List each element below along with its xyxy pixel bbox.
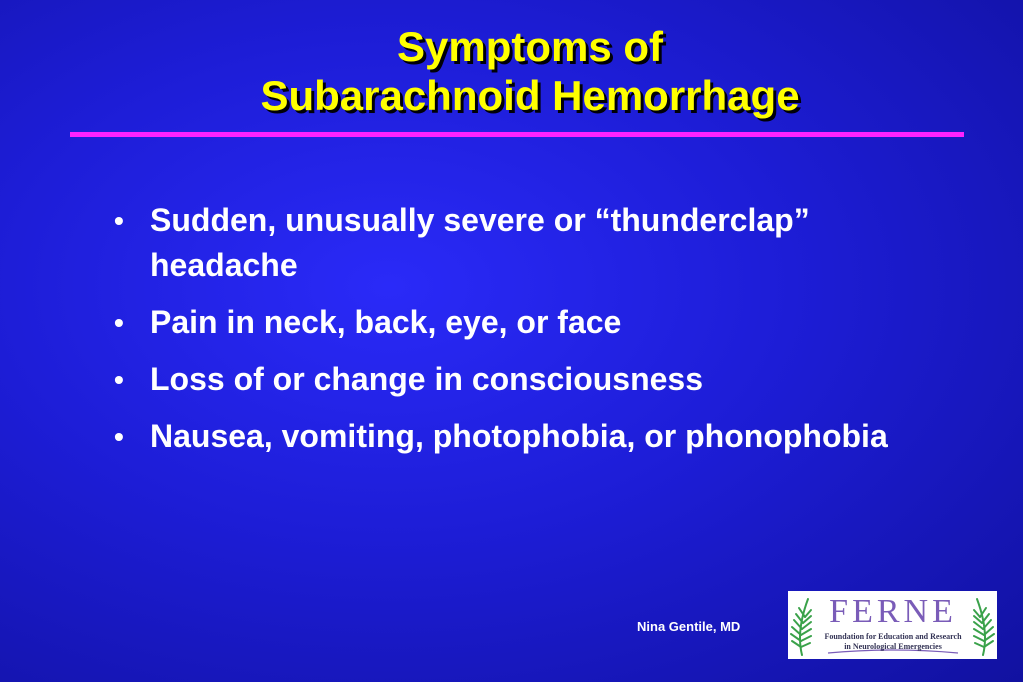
- author-credit: Nina Gentile, MD: [637, 619, 741, 634]
- title-divider: [70, 132, 964, 137]
- slide-title: [70, 22, 990, 120]
- logo-tagline-line-1: Foundation for Education and Research: [824, 632, 962, 641]
- symptom-item-pain: • Pain in neck, back, eye, or face: [112, 300, 932, 345]
- symptom-item-consciousness: • Loss of or change in consciousness: [112, 357, 932, 402]
- ferne-logo: [788, 591, 997, 659]
- symptom-item-nausea: • Nausea, vomiting, photophobia, or phonophobia: [112, 414, 932, 459]
- logo-tagline: [818, 632, 968, 652]
- symptom-item-headache: • Sudden, unusually severe or “thunderclap” headache: [112, 198, 932, 288]
- logo-tagline-line-2: in Neurological Emergencies: [844, 642, 942, 651]
- title-line-1: Symptoms of: [396, 23, 664, 70]
- logo-wordmark: FERNE: [829, 593, 957, 630]
- title-line-2: Subarachnoid Hemorrhage: [260, 72, 800, 119]
- symptom-list: [112, 198, 932, 471]
